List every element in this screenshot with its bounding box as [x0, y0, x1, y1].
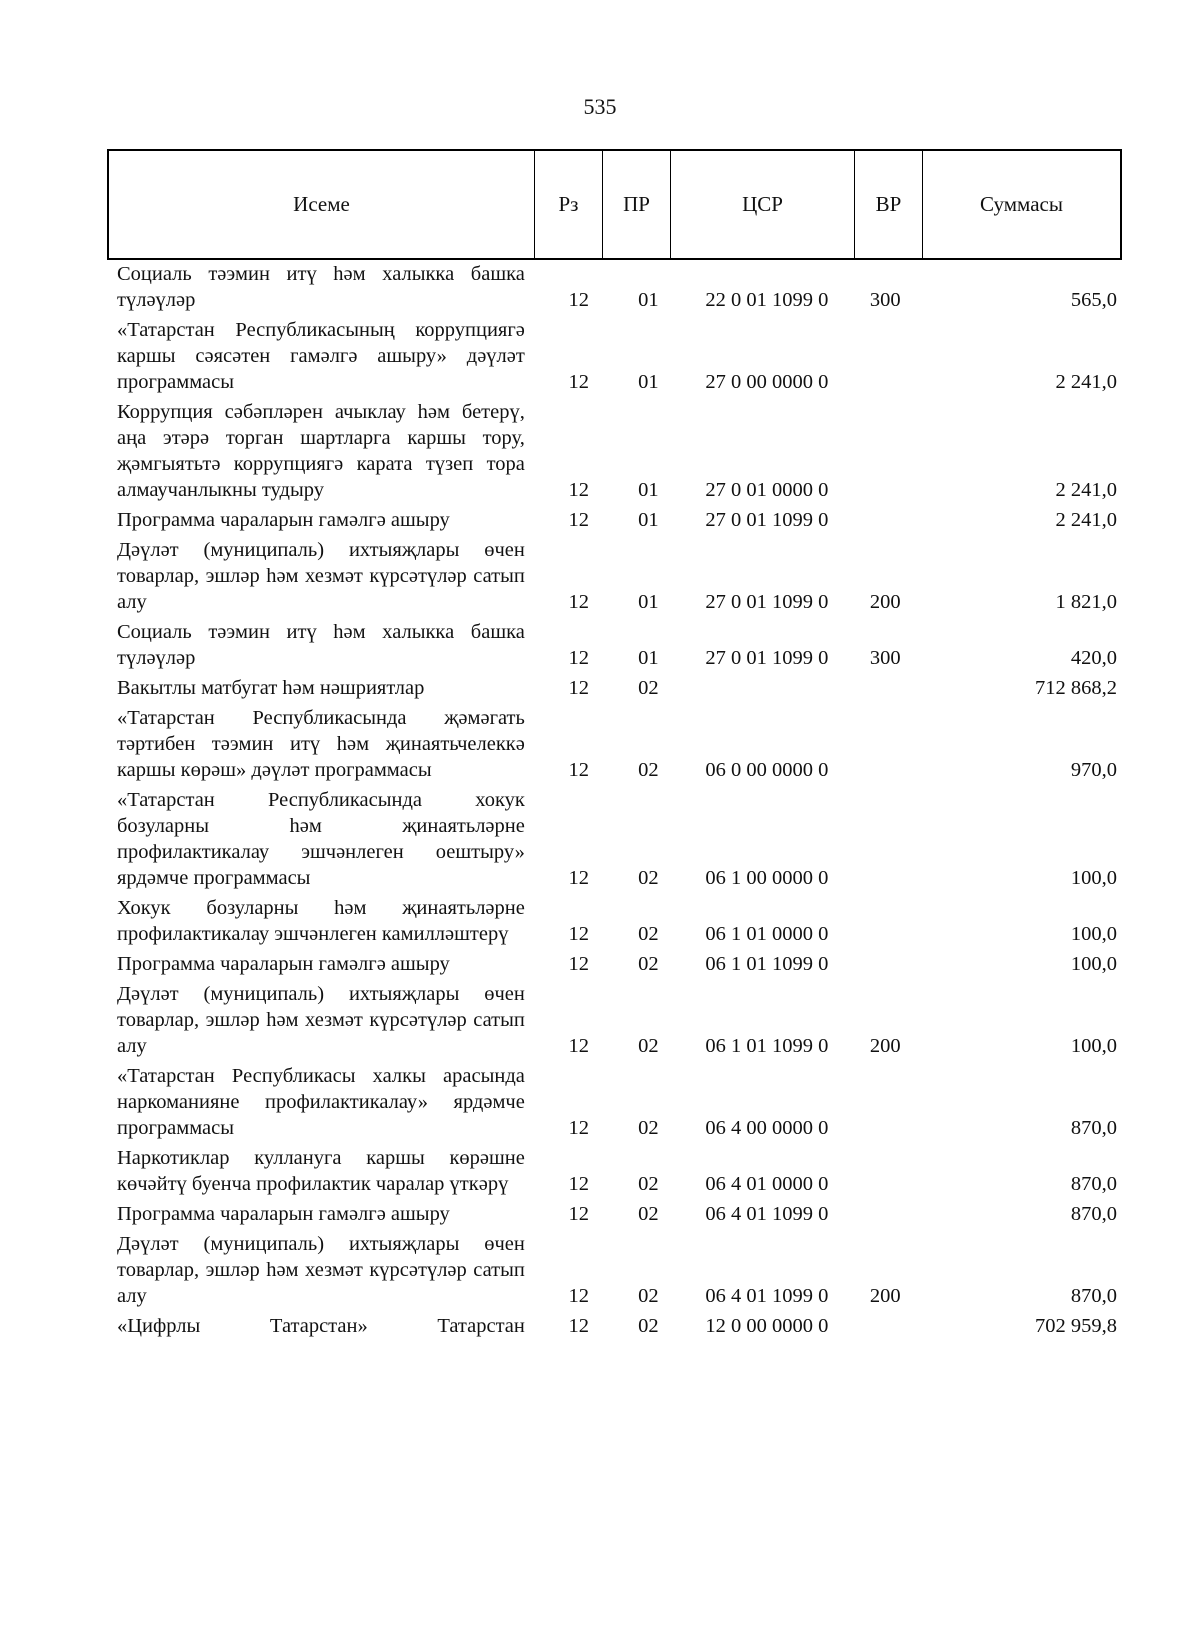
table-row — [117, 1063, 1117, 1141]
row-vr: 200 — [869, 1285, 901, 1307]
row-sum: 565,0 — [1070, 289, 1117, 311]
row-name: Программа чараларын гамәлгә ашыру — [117, 1203, 450, 1225]
header-pr: ПР — [603, 151, 671, 258]
row-rz: 12 — [568, 1117, 589, 1139]
row-sum: 1 821,0 — [1055, 591, 1117, 613]
table-row — [117, 951, 1117, 977]
table-row — [117, 507, 1117, 533]
row-csr: 27 0 01 0000 0 — [705, 479, 829, 501]
row-csr: 06 1 01 1099 0 — [705, 1035, 829, 1057]
row-csr: 06 4 01 0000 0 — [705, 1173, 829, 1195]
row-name: «Татарстан Республикасында җәмәгать тәртибен тәэмин итү һәм җинаятьчелеккә каршы көрәш» дәүләт программасы — [117, 707, 525, 781]
table-row — [117, 1145, 1117, 1197]
row-csr: 06 4 01 1099 0 — [705, 1203, 829, 1225]
row-rz: 12 — [568, 1285, 589, 1307]
row-pr: 02 — [638, 923, 659, 945]
header-csr: ЦСР — [671, 151, 855, 258]
row-pr: 01 — [638, 289, 659, 311]
row-sum: 712 868,2 — [1035, 677, 1117, 699]
row-sum: 100,0 — [1070, 1035, 1117, 1057]
table-row — [117, 1313, 1117, 1339]
table-row — [117, 895, 1117, 947]
table-row — [117, 399, 1117, 503]
row-rz: 12 — [568, 1173, 589, 1195]
table-row — [117, 675, 1117, 701]
table-row — [117, 981, 1117, 1059]
row-name: Социаль тәэмин итү һәм халыкка башка түләүләр — [117, 621, 525, 669]
row-sum: 870,0 — [1070, 1117, 1117, 1139]
row-name: Хокук бозуларны һәм җинаятьләрне профилактикалау эшчәнлеген камилләштерү — [117, 897, 525, 945]
row-name: Дәүләт (муниципаль) ихтыяҗлары өчен товарлар, эшләр һәм хезмәт күрсәтүләр сатып алу — [117, 983, 525, 1057]
row-csr: 27 0 01 1099 0 — [705, 647, 829, 669]
row-sum: 2 241,0 — [1055, 509, 1117, 531]
table-row — [117, 1201, 1117, 1227]
row-rz: 12 — [568, 1035, 589, 1057]
row-name: Дәүләт (муниципаль) ихтыяҗлары өчен товарлар, эшләр һәм хезмәт күрсәтүләр сатып алу — [117, 539, 525, 613]
row-name: Социаль тәэмин итү һәм халыкка башка түләүләр — [117, 263, 525, 311]
row-csr: 06 1 00 0000 0 — [705, 867, 829, 889]
row-csr: 06 1 01 1099 0 — [705, 953, 829, 975]
row-pr: 02 — [638, 1285, 659, 1307]
row-vr: 200 — [869, 1035, 901, 1057]
table-row — [117, 261, 1117, 313]
row-sum: 970,0 — [1070, 759, 1117, 781]
row-sum: 2 241,0 — [1055, 479, 1117, 501]
row-pr: 02 — [638, 953, 659, 975]
row-pr: 02 — [638, 1203, 659, 1225]
row-vr: 200 — [869, 591, 901, 613]
row-csr: 27 0 01 1099 0 — [705, 509, 829, 531]
row-sum: 100,0 — [1070, 867, 1117, 889]
table-row — [117, 705, 1117, 783]
table-row — [117, 317, 1117, 395]
header-sum: Суммасы — [980, 192, 1063, 216]
row-csr: 06 1 01 0000 0 — [705, 923, 829, 945]
row-vr: 300 — [869, 647, 901, 669]
table-row — [117, 619, 1117, 671]
row-rz: 12 — [568, 479, 589, 501]
row-csr: 27 0 01 1099 0 — [705, 591, 829, 613]
row-sum: 870,0 — [1070, 1285, 1117, 1307]
row-pr: 02 — [638, 759, 659, 781]
row-pr: 02 — [638, 1173, 659, 1195]
row-rz: 12 — [568, 289, 589, 311]
row-rz: 12 — [568, 591, 589, 613]
row-pr: 02 — [638, 677, 659, 699]
row-sum: 420,0 — [1070, 647, 1117, 669]
table-header — [107, 149, 1122, 260]
row-name: Программа чараларын гамәлгә ашыру — [117, 953, 450, 975]
row-rz: 12 — [568, 647, 589, 669]
table-row — [117, 787, 1117, 891]
table-row — [117, 537, 1117, 615]
row-rz: 12 — [568, 509, 589, 531]
row-pr: 01 — [638, 647, 659, 669]
row-rz: 12 — [568, 759, 589, 781]
row-pr: 01 — [638, 371, 659, 393]
row-rz: 12 — [568, 371, 589, 393]
row-csr: 22 0 01 1099 0 — [705, 289, 829, 311]
row-name: Дәүләт (муниципаль) ихтыяҗлары өчен товарлар, эшләр һәм хезмәт күрсәтүләр сатып алу — [117, 1233, 525, 1307]
row-sum: 870,0 — [1070, 1173, 1117, 1195]
row-pr: 02 — [638, 867, 659, 889]
row-name: Программа чараларын гамәлгә ашыру — [117, 509, 450, 531]
row-pr: 02 — [638, 1035, 659, 1057]
row-name: «Татарстан Республикасында хокук бозуларны һәм җинаятьләрне профилактикалау эшчәнлеген оештыру» ярдәмче программасы — [117, 789, 525, 889]
row-name: Наркотиклар куллануга каршы көрәшне көчәйтү буенча профилактик чаралар үткәрү — [117, 1147, 525, 1195]
row-rz: 12 — [568, 923, 589, 945]
row-csr: 12 0 00 0000 0 — [705, 1315, 829, 1337]
page-number: 535 — [583, 94, 617, 119]
row-csr: 06 4 00 0000 0 — [705, 1117, 829, 1139]
header-vr: ВР — [855, 151, 923, 258]
row-pr: 01 — [638, 509, 659, 531]
header-rz: Рз — [535, 151, 603, 258]
row-name: Вакытлы матбугат һәм нәшриятлар — [117, 677, 425, 699]
row-sum: 2 241,0 — [1055, 371, 1117, 393]
row-pr: 01 — [638, 591, 659, 613]
row-sum: 100,0 — [1070, 953, 1117, 975]
row-pr: 01 — [638, 479, 659, 501]
table-row — [117, 1231, 1117, 1309]
row-csr: 06 4 01 1099 0 — [705, 1285, 829, 1307]
row-rz: 12 — [568, 867, 589, 889]
row-rz: 12 — [568, 953, 589, 975]
row-rz: 12 — [568, 677, 589, 699]
row-name: «Татарстан Республикасының коррупциягә каршы сәясәтен гамәлгә ашыру» дәүләт программасы — [117, 319, 525, 393]
row-pr: 02 — [638, 1117, 659, 1139]
row-name: Коррупция сәбәпләрен ачыклау һәм бетерү, аңа этәрә торган шартларга каршы тору, җәмгыятьтә коррупциягә карата түзеп тора алмаучанлыкны тудыру — [117, 401, 525, 501]
header-name: Исеме — [109, 151, 535, 258]
row-rz: 12 — [568, 1203, 589, 1225]
row-csr: 27 0 00 0000 0 — [705, 371, 829, 393]
row-pr: 02 — [638, 1315, 659, 1337]
row-csr: 06 0 00 0000 0 — [705, 759, 829, 781]
row-name: «Цифрлы Татарстан» Татарстан — [117, 1315, 525, 1337]
row-rz: 12 — [568, 1315, 589, 1337]
row-name: «Татарстан Республикасы халкы арасында наркоманияне профилактикалау» ярдәмче программасы — [117, 1065, 525, 1139]
row-sum: 702 959,8 — [1035, 1315, 1117, 1337]
row-sum: 870,0 — [1070, 1203, 1117, 1225]
table-body — [117, 261, 1117, 1343]
row-vr: 300 — [869, 289, 901, 311]
row-sum: 100,0 — [1070, 923, 1117, 945]
